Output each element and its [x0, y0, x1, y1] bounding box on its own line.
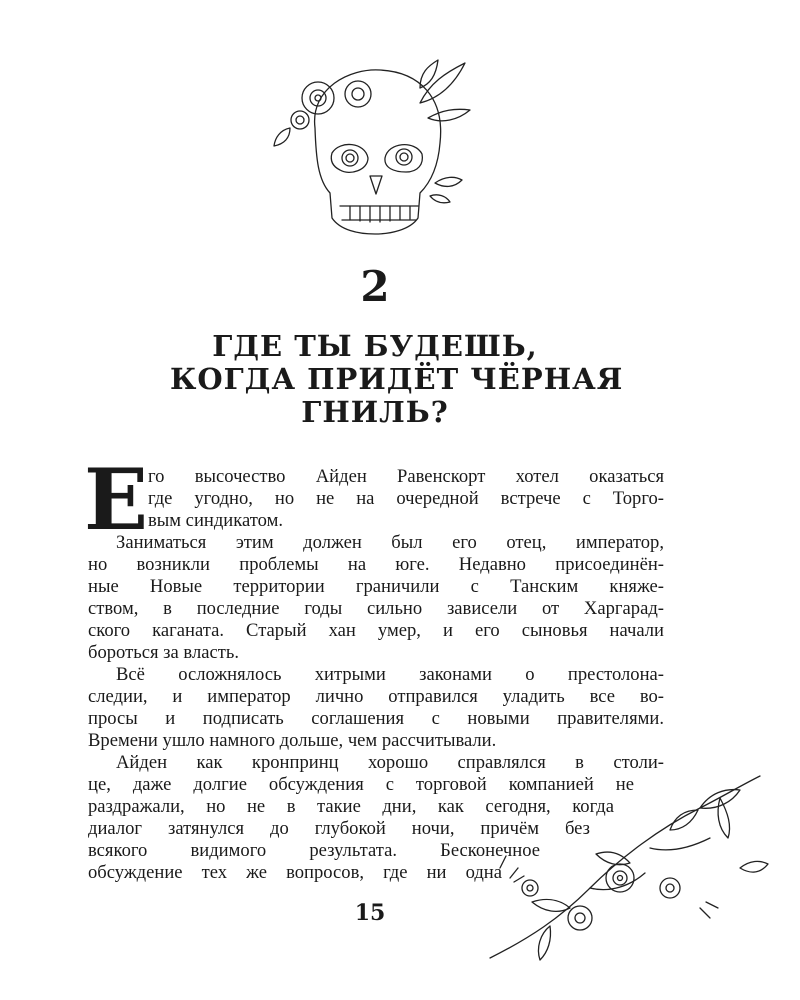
body-line: обсуждение тех же вопросов, где ни одна	[88, 862, 502, 883]
body-line: Заниматься этим должен был его отец, император,	[116, 532, 664, 553]
body-line: где угодно, но не на очередной встрече с Торго-	[148, 488, 664, 509]
skull-illustration	[270, 58, 480, 248]
chapter-title-line-1: ГДЕ ТЫ БУДЕШЬ,	[212, 329, 538, 363]
page-number: 15	[354, 900, 386, 926]
body-line: го высочество Айден Равенскорт хотел оказаться	[148, 466, 664, 487]
body-line: Всё осложнялось хитрыми законами о престолона-	[116, 664, 664, 685]
body-line: це, даже долгие обсуждения с торговой компанией не	[88, 774, 634, 795]
body-line: всякого видимого результата. Бесконечное	[88, 840, 540, 861]
body-line: но возникли проблемы на юге. Недавно присоединён-	[88, 554, 664, 575]
drop-cap: Е	[84, 450, 149, 549]
floral-branch-illustration	[470, 768, 770, 968]
body-line: ского каганата. Старый хан умер, и его сыновья начали	[88, 620, 664, 641]
body-line: ством, в последние годы сильно зависели от Харгарад-	[88, 598, 664, 619]
body-line: просы и подписать соглашения с новыми правителями.	[88, 708, 664, 729]
body-line: раздражали, но не в такие дни, как сегодня, когда	[88, 796, 614, 817]
chapter-title-line-2: КОГДА ПРИДЁТ ЧЁРНАЯ	[170, 362, 624, 396]
chapter-title-line-3: ГНИЛЬ?	[301, 395, 449, 429]
body-line: Времени ушло намного дольше, чем рассчитывали.	[88, 730, 497, 751]
body-line: диалог затянулся до глубокой ночи, причём без	[88, 818, 590, 839]
body-line: Айден как кронпринц хорошо справлялся в столи-	[116, 752, 664, 773]
body-line: бороться за власть.	[88, 642, 239, 663]
chapter-title	[170, 329, 624, 429]
body-line: следии, и император лично отправился уладить все во-	[88, 686, 664, 707]
chapter-number: 2	[360, 262, 390, 311]
body-line: ные Новые территории граничили с Танским княже-	[88, 576, 664, 597]
body-line: вым синдикатом.	[148, 510, 284, 531]
